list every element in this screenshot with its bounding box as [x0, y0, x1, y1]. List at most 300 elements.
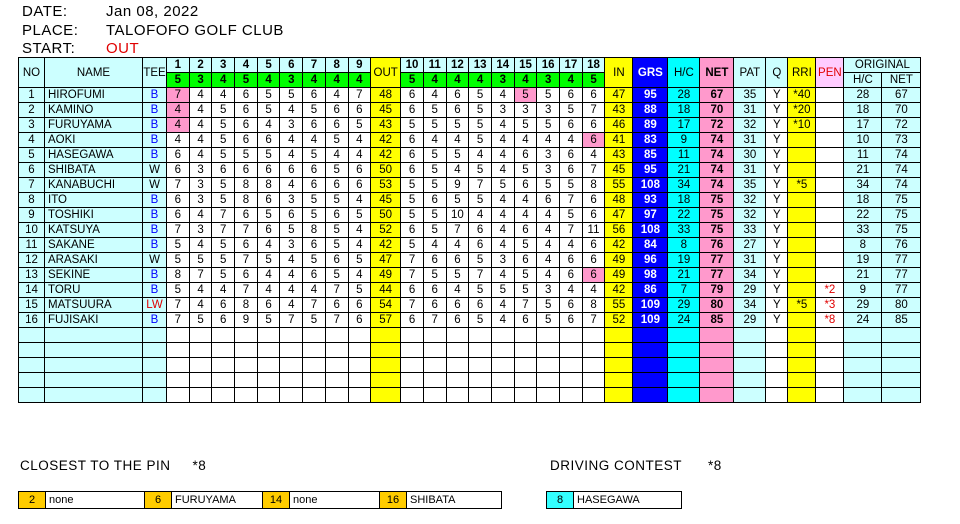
hole-score: 5 — [514, 268, 537, 283]
hole-score: 5 — [348, 283, 371, 298]
hole-score: 5 — [446, 148, 469, 163]
hole-score: 4 — [189, 208, 212, 223]
out-total: 45 — [371, 193, 401, 208]
hole-score: 5 — [167, 283, 190, 298]
col-name: NAME — [45, 58, 143, 88]
empty-row — [19, 358, 921, 373]
player-tee: B — [143, 223, 167, 238]
hole-score: 4 — [469, 208, 492, 223]
hole-score — [514, 388, 537, 403]
hole-score: 5 — [423, 223, 446, 238]
hole-score: 6 — [401, 313, 424, 328]
hole-score — [469, 328, 492, 343]
hole-score: 5 — [212, 238, 235, 253]
empty-row — [19, 343, 921, 358]
player-tee: B — [143, 118, 167, 133]
hole-score — [401, 328, 424, 343]
hole-score — [514, 358, 537, 373]
hole-score: 5 — [257, 103, 280, 118]
player-row — [19, 268, 921, 283]
player-name: KAMINO — [45, 103, 143, 118]
col-hole: 7 — [303, 58, 326, 73]
col-hole: 18 — [582, 58, 605, 73]
hole-score: 4 — [446, 133, 469, 148]
hole-score — [423, 373, 446, 388]
hole-score: 5 — [212, 193, 235, 208]
col-hole: 12 — [446, 58, 469, 73]
col-net: NET — [700, 58, 734, 88]
hole-score: 5 — [280, 223, 303, 238]
col-hole: 13 — [469, 58, 492, 73]
player-tee: W — [143, 163, 167, 178]
putts: 31 — [734, 163, 766, 178]
penalty — [816, 178, 844, 193]
closest-hole: 6 — [145, 492, 172, 508]
player-no: 12 — [19, 253, 45, 268]
hole-score: 7 — [469, 178, 492, 193]
putts: 34 — [734, 268, 766, 283]
net-score: 85 — [700, 313, 734, 328]
player-name — [45, 388, 143, 403]
hole-score: 6 — [514, 178, 537, 193]
hole-score — [348, 328, 371, 343]
hole-score: 5 — [560, 178, 583, 193]
hole-score: 8 — [235, 298, 258, 313]
hole-score — [257, 388, 280, 403]
hole-score — [303, 328, 326, 343]
hole-score: 4 — [189, 88, 212, 103]
putts: 29 — [734, 313, 766, 328]
net-score: 75 — [700, 223, 734, 238]
hole-score: 7 — [582, 313, 605, 328]
out-total: 42 — [371, 238, 401, 253]
qualified — [766, 328, 788, 343]
hole-score: 11 — [582, 223, 605, 238]
qualified: Y — [766, 103, 788, 118]
net-score: 74 — [700, 163, 734, 178]
player-row — [19, 148, 921, 163]
hole-score: 4 — [325, 88, 348, 103]
putts — [734, 328, 766, 343]
putts: 31 — [734, 133, 766, 148]
rri: *5 — [788, 298, 816, 313]
player-name: SEKINE — [45, 268, 143, 283]
hole-score: 5 — [514, 238, 537, 253]
out-total: 53 — [371, 178, 401, 193]
driving-box — [546, 491, 682, 509]
gross-score: 95 — [633, 163, 668, 178]
hole-score: 5 — [560, 103, 583, 118]
rri: *40 — [788, 88, 816, 103]
out-total: 50 — [371, 163, 401, 178]
handicap: 24 — [668, 313, 700, 328]
hole-score — [491, 343, 514, 358]
player-no: 7 — [19, 178, 45, 193]
hole-score: 7 — [167, 88, 190, 103]
hole-score — [280, 373, 303, 388]
player-name: ARASAKI — [45, 253, 143, 268]
hole-score: 7 — [167, 223, 190, 238]
hole-score: 7 — [189, 268, 212, 283]
hole-score: 5 — [167, 253, 190, 268]
hole-score: 4 — [491, 88, 514, 103]
handicap — [668, 373, 700, 388]
col-pen: PEN — [816, 58, 844, 88]
start-value: OUT — [106, 40, 140, 57]
hole-score: 6 — [401, 88, 424, 103]
handicap: 19 — [668, 253, 700, 268]
player-row — [19, 253, 921, 268]
col-grs: GRS — [633, 58, 668, 88]
net-score: 67 — [700, 88, 734, 103]
scorecard-table — [18, 57, 921, 403]
putts: 29 — [734, 283, 766, 298]
penalty — [816, 88, 844, 103]
gross-score: 95 — [633, 88, 668, 103]
hole-score: 4 — [469, 148, 492, 163]
handicap: 21 — [668, 268, 700, 283]
hole-score: 4 — [348, 193, 371, 208]
hole-score: 6 — [423, 253, 446, 268]
hole-score: 6 — [235, 133, 258, 148]
hole-score: 3 — [514, 103, 537, 118]
hole-score: 6 — [582, 193, 605, 208]
out-total: 48 — [371, 88, 401, 103]
hole-score: 4 — [348, 268, 371, 283]
hole-score — [401, 358, 424, 373]
hole-score: 10 — [446, 208, 469, 223]
hole-score: 7 — [446, 223, 469, 238]
player-tee: B — [143, 283, 167, 298]
hole-score: 7 — [560, 223, 583, 238]
hole-score: 4 — [189, 238, 212, 253]
player-tee: B — [143, 88, 167, 103]
hole-score: 7 — [325, 313, 348, 328]
col-hole: 14 — [491, 58, 514, 73]
hole-score — [257, 358, 280, 373]
hole-score: 4 — [348, 148, 371, 163]
driving-label: DRIVING CONTEST — [550, 458, 683, 473]
hole-score: 6 — [582, 133, 605, 148]
hole-score — [167, 373, 190, 388]
in-total: 41 — [605, 133, 633, 148]
player-tee: W — [143, 178, 167, 193]
hole-score: 5 — [212, 148, 235, 163]
col-orig-hc: H/C — [844, 73, 882, 88]
rri — [788, 208, 816, 223]
hole-score: 6 — [348, 178, 371, 193]
hole-score: 6 — [325, 103, 348, 118]
penalty — [816, 238, 844, 253]
hole-score: 4 — [280, 268, 303, 283]
driving-contest — [550, 458, 722, 473]
player-no: 1 — [19, 88, 45, 103]
hole-score: 4 — [514, 193, 537, 208]
closest-box-2 — [144, 491, 263, 509]
orig-hc — [844, 328, 882, 343]
net-score — [700, 373, 734, 388]
rri — [788, 223, 816, 238]
player-row — [19, 133, 921, 148]
driving-value: *8 — [708, 458, 722, 473]
hole-score: 6 — [401, 163, 424, 178]
closest-box-4 — [379, 491, 502, 509]
out-total — [371, 373, 401, 388]
par-cell: 4 — [303, 73, 326, 88]
hole-score: 4 — [280, 133, 303, 148]
col-hole: 10 — [401, 58, 424, 73]
hole-score: 6 — [560, 88, 583, 103]
qualified — [766, 358, 788, 373]
hole-score: 6 — [537, 193, 560, 208]
hole-score — [560, 343, 583, 358]
hole-score: 4 — [491, 208, 514, 223]
handicap: 22 — [668, 208, 700, 223]
in-total: 49 — [605, 253, 633, 268]
closest-player: none — [293, 494, 318, 506]
hole-score — [491, 328, 514, 343]
hole-score — [537, 373, 560, 388]
player-name: HASEGAWA — [45, 148, 143, 163]
hole-score: 8 — [582, 178, 605, 193]
hole-score: 9 — [235, 313, 258, 328]
net-score: 76 — [700, 238, 734, 253]
hole-score: 4 — [423, 88, 446, 103]
hole-score: 4 — [560, 133, 583, 148]
gross-score: 96 — [633, 253, 668, 268]
qualified: Y — [766, 298, 788, 313]
hole-score — [560, 358, 583, 373]
hole-score: 8 — [235, 178, 258, 193]
player-tee: B — [143, 133, 167, 148]
hole-score: 4 — [491, 298, 514, 313]
gross-score: 84 — [633, 238, 668, 253]
player-row — [19, 223, 921, 238]
par-cell: 5 — [167, 73, 190, 88]
empty-row — [19, 373, 921, 388]
hole-score: 4 — [212, 88, 235, 103]
player-name: MATSUURA — [45, 298, 143, 313]
orig-hc: 11 — [844, 148, 882, 163]
hole-score — [446, 373, 469, 388]
qualified: Y — [766, 118, 788, 133]
par-cell: 4 — [257, 73, 280, 88]
penalty: *3 — [816, 298, 844, 313]
orig-hc: 21 — [844, 268, 882, 283]
player-tee — [143, 328, 167, 343]
player-tee — [143, 358, 167, 373]
net-score: 74 — [700, 178, 734, 193]
col-hole: 2 — [189, 58, 212, 73]
hole-score — [167, 328, 190, 343]
qualified: Y — [766, 193, 788, 208]
gross-score: 83 — [633, 133, 668, 148]
col-hole: 17 — [560, 58, 583, 73]
par-cell: 4 — [446, 73, 469, 88]
hole-score: 4 — [491, 313, 514, 328]
penalty — [816, 133, 844, 148]
col-hole: 16 — [537, 58, 560, 73]
rri: *10 — [788, 118, 816, 133]
hole-score: 4 — [582, 148, 605, 163]
hole-score — [325, 373, 348, 388]
hole-score: 5 — [303, 208, 326, 223]
orig-net: 74 — [882, 163, 921, 178]
hole-score: 4 — [446, 238, 469, 253]
closest-player: SHIBATA — [410, 494, 456, 506]
hole-score: 6 — [401, 223, 424, 238]
hole-score — [325, 343, 348, 358]
in-total — [605, 328, 633, 343]
player-no: 16 — [19, 313, 45, 328]
hole-score: 4 — [280, 298, 303, 313]
out-total: 47 — [371, 253, 401, 268]
putts: 35 — [734, 178, 766, 193]
hole-score: 6 — [446, 88, 469, 103]
orig-hc — [844, 343, 882, 358]
putts: 32 — [734, 118, 766, 133]
net-score: 74 — [700, 148, 734, 163]
qualified: Y — [766, 268, 788, 283]
orig-hc: 29 — [844, 298, 882, 313]
hole-score: 6 — [582, 268, 605, 283]
orig-net: 77 — [882, 253, 921, 268]
out-total: 57 — [371, 313, 401, 328]
penalty — [816, 148, 844, 163]
par-cell: 5 — [235, 73, 258, 88]
player-no — [19, 328, 45, 343]
hole-score: 5 — [257, 148, 280, 163]
putts: 31 — [734, 103, 766, 118]
net-score — [700, 328, 734, 343]
penalty — [816, 328, 844, 343]
hole-score: 6 — [560, 253, 583, 268]
putts — [734, 343, 766, 358]
hole-score: 5 — [348, 253, 371, 268]
hole-score: 5 — [423, 163, 446, 178]
rri — [788, 268, 816, 283]
orig-net: 70 — [882, 103, 921, 118]
col-hole: 6 — [280, 58, 303, 73]
qualified — [766, 373, 788, 388]
hole-score: 7 — [401, 253, 424, 268]
gross-score: 88 — [633, 103, 668, 118]
col-q: Q — [766, 58, 788, 88]
player-row — [19, 103, 921, 118]
hole-score: 6 — [167, 163, 190, 178]
player-name: AOKI — [45, 133, 143, 148]
hole-score: 6 — [469, 223, 492, 238]
par-cell: 4 — [423, 73, 446, 88]
hole-score: 6 — [257, 193, 280, 208]
hole-score — [537, 388, 560, 403]
col-orig-net: NET — [882, 73, 921, 88]
place-value: TALOFOFO GOLF CLUB — [106, 22, 284, 39]
hole-score: 4 — [491, 268, 514, 283]
hole-score: 7 — [212, 223, 235, 238]
orig-net — [882, 373, 921, 388]
col-no: NO — [19, 58, 45, 88]
col-pat: PAT — [734, 58, 766, 88]
player-tee: B — [143, 268, 167, 283]
col-hc: H/C — [668, 58, 700, 88]
hole-score — [167, 388, 190, 403]
col-hole: 3 — [212, 58, 235, 73]
hole-score: 5 — [325, 163, 348, 178]
hole-score: 7 — [582, 163, 605, 178]
hole-score: 6 — [401, 148, 424, 163]
hole-score: 6 — [325, 178, 348, 193]
hole-score: 5 — [348, 208, 371, 223]
hole-score: 7 — [514, 298, 537, 313]
out-total: 49 — [371, 268, 401, 283]
hole-score: 3 — [189, 178, 212, 193]
hole-score: 6 — [167, 148, 190, 163]
hole-score — [491, 388, 514, 403]
hole-score: 7 — [423, 313, 446, 328]
hole-score: 7 — [167, 313, 190, 328]
hole-score: 5 — [423, 208, 446, 223]
hole-score: 6 — [348, 313, 371, 328]
player-no: 3 — [19, 118, 45, 133]
hole-score: 5 — [401, 208, 424, 223]
hole-score: 5 — [303, 313, 326, 328]
hole-score — [446, 388, 469, 403]
hole-score — [235, 343, 258, 358]
handicap: 28 — [668, 88, 700, 103]
hole-score: 5 — [235, 148, 258, 163]
hole-score: 5 — [446, 118, 469, 133]
qualified — [766, 343, 788, 358]
hole-score: 5 — [325, 238, 348, 253]
handicap: 34 — [668, 178, 700, 193]
penalty — [816, 388, 844, 403]
place-label: PLACE: — [22, 22, 79, 39]
hole-score — [167, 358, 190, 373]
in-total: 48 — [605, 193, 633, 208]
hole-score: 5 — [423, 178, 446, 193]
in-total — [605, 373, 633, 388]
hole-score: 6 — [325, 298, 348, 313]
hole-score: 5 — [469, 313, 492, 328]
hole-score: 6 — [582, 88, 605, 103]
hole-score: 6 — [560, 313, 583, 328]
net-score: 80 — [700, 298, 734, 313]
par-cell: 5 — [401, 73, 424, 88]
hole-score: 6 — [325, 118, 348, 133]
hole-score: 4 — [491, 223, 514, 238]
hole-score — [212, 328, 235, 343]
hole-score: 5 — [446, 193, 469, 208]
hole-score: 3 — [491, 253, 514, 268]
handicap: 7 — [668, 283, 700, 298]
player-no: 10 — [19, 223, 45, 238]
penalty — [816, 253, 844, 268]
hole-score — [235, 358, 258, 373]
hole-score: 7 — [582, 103, 605, 118]
out-total — [371, 358, 401, 373]
in-total: 45 — [605, 163, 633, 178]
player-name: TOSHIKI — [45, 208, 143, 223]
in-total — [605, 358, 633, 373]
hole-score — [446, 343, 469, 358]
col-tee: TEE — [143, 58, 167, 88]
in-total — [605, 343, 633, 358]
hole-score: 4 — [189, 103, 212, 118]
orig-net — [882, 358, 921, 373]
hole-score — [514, 373, 537, 388]
hole-score — [514, 343, 537, 358]
